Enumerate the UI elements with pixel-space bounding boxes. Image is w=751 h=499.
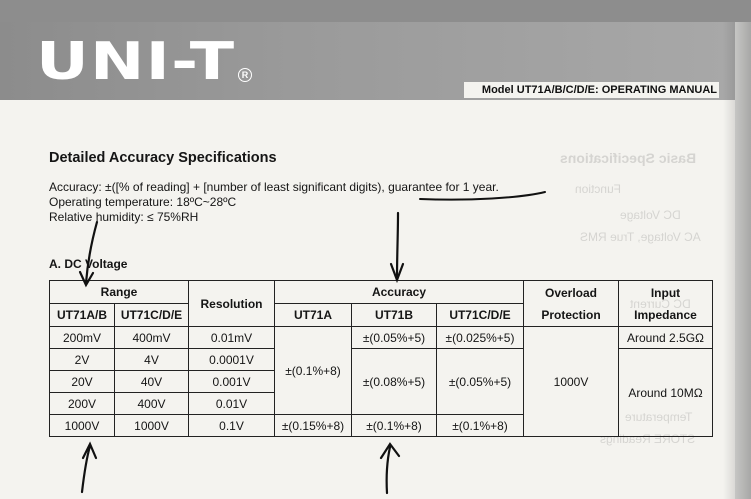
range-cde-cell: 40V [115,371,189,393]
bleed-line: AC Voltage, True RMS [580,230,701,244]
table-row [50,327,713,349]
registered-mark-icon: R [238,68,252,82]
input-impedance-header: Input Impedance [619,281,713,327]
bleed-line: Temperature [625,410,693,424]
accuracy-statement: Accuracy: ±([% of reading] + [number of least significant digits), guarantee for 1 year. [49,180,499,194]
range-cde-subheader: UT71C/D/E [115,304,189,327]
resolution-cell: 0.0001V [189,349,275,371]
range-cde-cell: 400mV [115,327,189,349]
section-heading: A. DC Voltage [49,257,128,271]
accuracy-b-subheader: UT71B [352,304,437,327]
range-ab-cell: 2V [50,349,115,371]
bleed-line: Function [575,182,622,196]
accuracy-header: Accuracy [275,281,524,304]
range-cde-cell: 4V [115,349,189,371]
manual-page [0,22,735,499]
bleed-line: DC Current [630,297,691,311]
bleed-line: STORE Readings [600,432,696,446]
range-ab-cell: 20V [50,371,115,393]
accuracy-b-cell: ±(0.05%+5) [352,327,437,349]
accuracy-a-cell: ±(0.1%+8) [275,327,352,415]
resolution-cell: 0.01V [189,393,275,415]
model-line: Model UT71A/B/C/D/E: OPERATING MANUAL [464,82,719,98]
range-cde-cell: 400V [115,393,189,415]
range-ab-subheader: UT71A/B [50,304,115,327]
range-ab-cell: 200mV [50,327,115,349]
accuracy-b-cell: ±(0.1%+8) [352,415,437,437]
bleed-heading: Basic Specifications [560,150,697,166]
bleed-line: DC Voltage [620,208,681,222]
resolution-cell: 0.01mV [189,327,275,349]
impedance-cell: Around 10MΩ [619,349,713,437]
accuracy-a-subheader: UT71A [275,304,352,327]
dc-voltage-spec-table [49,280,713,437]
overload-protection-cell: 1000V [524,327,619,437]
operating-temperature: Operating temperature: 18ºC~28ºC [49,195,237,209]
relative-humidity: Relative humidity: ≤ 75%RH [49,210,199,224]
range-cde-cell: 1000V [115,415,189,437]
range-ab-cell: 200V [50,393,115,415]
range-ab-cell: 1000V [50,415,115,437]
accuracy-cde-subheader: UT71C/D/E [437,304,524,327]
resolution-header: Resolution [189,281,275,327]
resolution-cell: 0.1V [189,415,275,437]
brand-logo: UNI-T [36,32,236,92]
scan-top-edge [0,0,751,22]
page-title: Detailed Accuracy Specifications [49,150,277,166]
accuracy-cde-cell: ±(0.1%+8) [437,415,524,437]
accuracy-a-cell: ±(0.15%+8) [275,415,352,437]
accuracy-cde-cell: ±(0.025%+5) [437,327,524,349]
impedance-cell: Around 2.5GΩ [619,327,713,349]
resolution-cell: 0.001V [189,371,275,393]
accuracy-b-cell: ±(0.08%+5) [352,349,437,415]
accuracy-cde-cell: ±(0.05%+5) [437,349,524,415]
overload-protection-header: Overload Protection [524,281,619,327]
range-header: Range [50,281,189,304]
